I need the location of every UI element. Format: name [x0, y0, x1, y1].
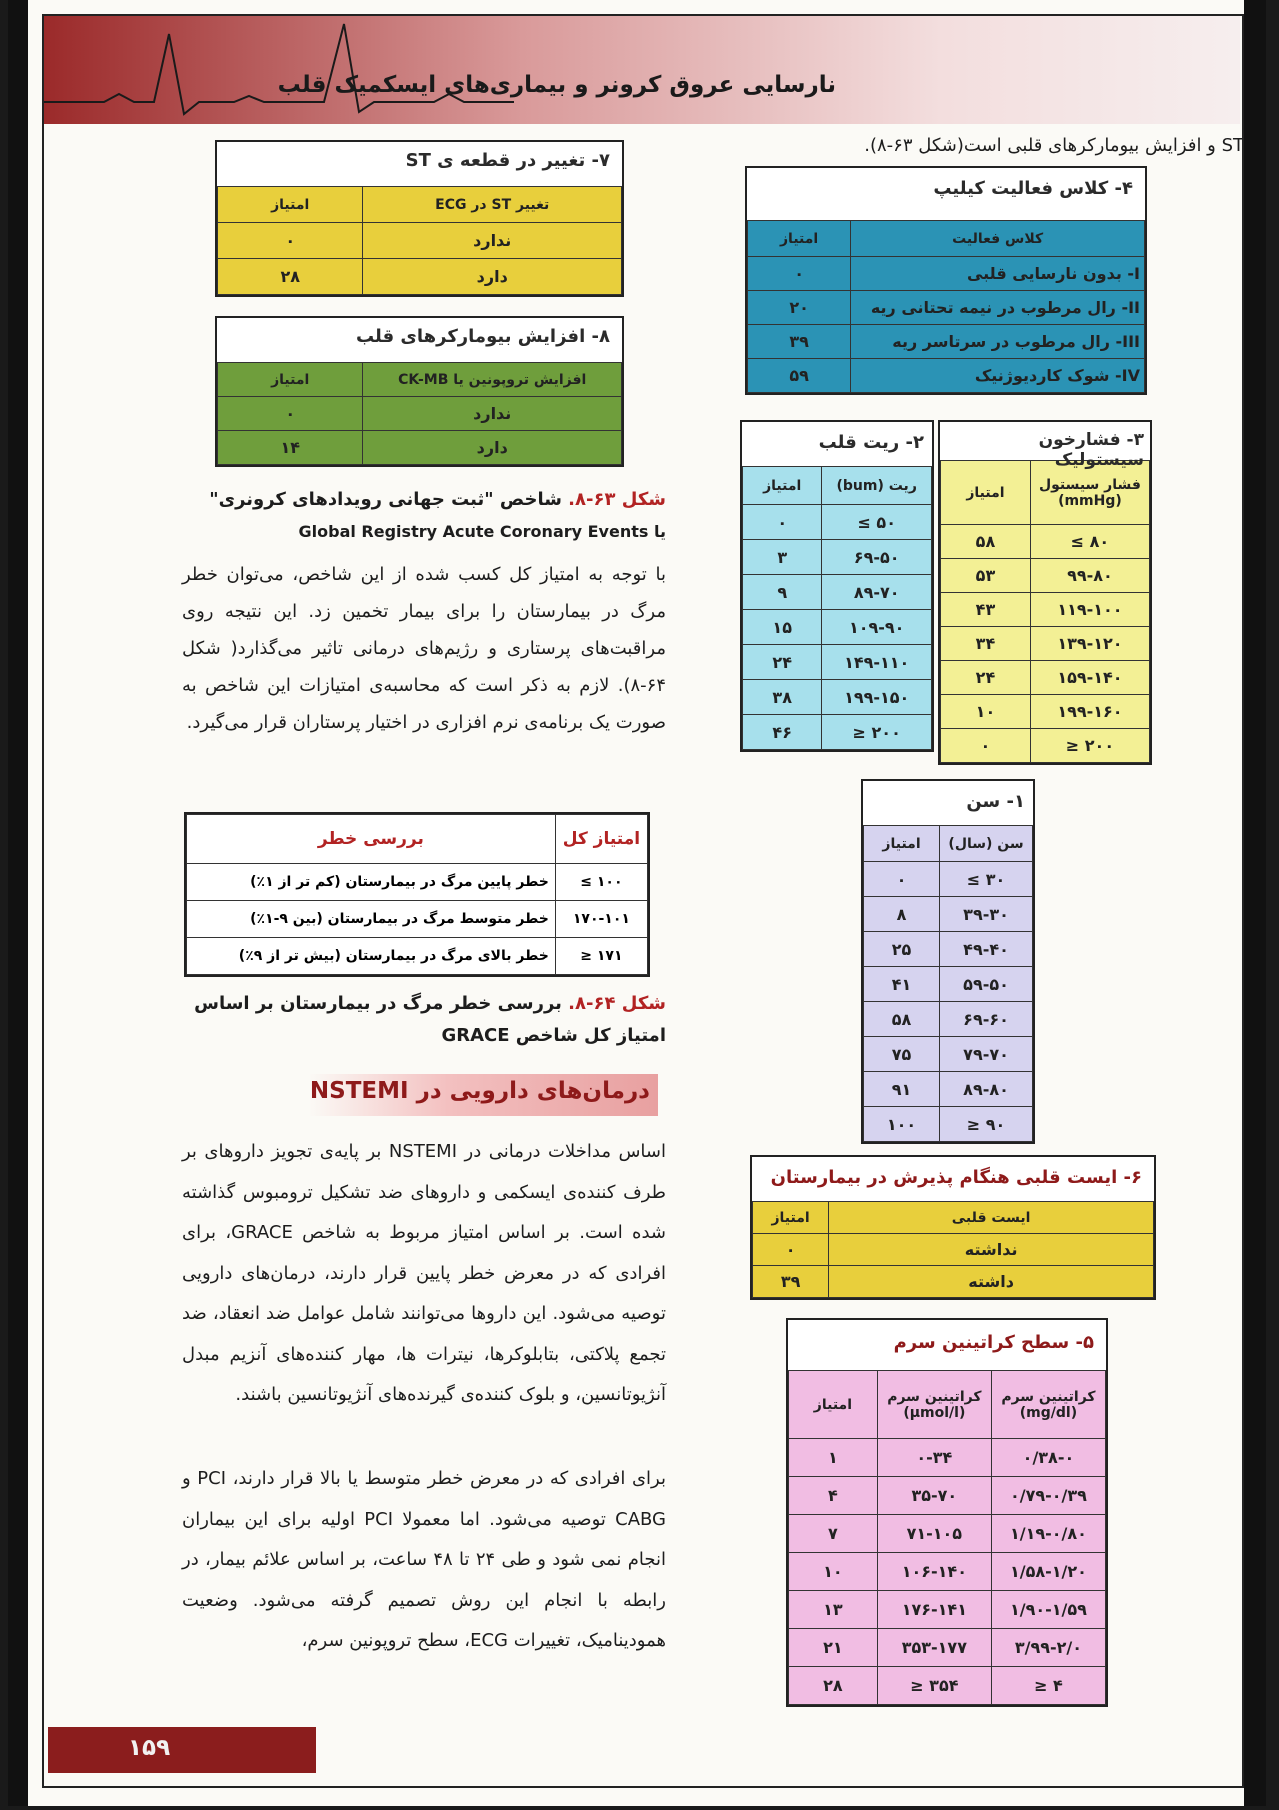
- heart-rate-header: ریت (bum): [822, 467, 932, 505]
- creatinine-header: کراتینین سرم (mg/dl): [991, 1371, 1105, 1439]
- killip-header: امتیاز: [748, 221, 851, 257]
- book-page: [8, 0, 1266, 1806]
- risk-header: بررسی خطر: [187, 815, 556, 864]
- creatinine-header: امتیاز: [789, 1371, 878, 1439]
- killip-cell: III- رال مرطوب در سرتاسر ریه: [851, 325, 1145, 359]
- age-score: ۷۵: [864, 1037, 940, 1072]
- creatinine-cell: ۱/۹۰-۱/۵۹: [991, 1591, 1105, 1629]
- st-change-caption: ۷- تغییر در قطعه ی ST: [405, 150, 610, 171]
- sbp-score: ۴۳: [941, 593, 1031, 627]
- sbp-score: ۱۰: [941, 695, 1031, 729]
- page-number: ۱۵۹: [128, 1735, 171, 1761]
- sbp-header: امتیاز: [941, 461, 1031, 525]
- heart-rate-score: ۳۸: [743, 680, 822, 715]
- creatinine-score: ۷: [789, 1515, 878, 1553]
- figure-64-subtitle: امتیاز کل شاخص GRACE: [441, 1025, 666, 1046]
- st-change-score: ۲۸: [218, 259, 363, 295]
- creatinine-cell: ۰/۷۹-۰/۳۹: [991, 1477, 1105, 1515]
- heart-rate-header: امتیاز: [743, 467, 822, 505]
- sbp-score: ۳۴: [941, 627, 1031, 661]
- scan-border-left: [8, 0, 28, 1806]
- age-cell: ۹۰ ≤: [940, 1107, 1033, 1142]
- heart-rate-score: ۲۴: [743, 645, 822, 680]
- heart-rate-cell: ۸۹-۷۰: [822, 575, 932, 610]
- heart-rate-score: ۱۵: [743, 610, 822, 645]
- biomarkers-score: ۱۴: [218, 431, 363, 465]
- age-cell: ۶۹-۶۰: [940, 1002, 1033, 1037]
- risk-description: خطر پایین مرگ در بیمارستان (کم تر از ۱٪): [187, 864, 556, 901]
- creatinine-cell: ۰-۳۴: [877, 1439, 991, 1477]
- heart-rate-cell: ۱۰۹-۹۰: [822, 610, 932, 645]
- creatinine-score: ۱۳: [789, 1591, 878, 1629]
- sbp-cell: ۱۹۹-۱۶۰: [1030, 695, 1149, 729]
- sbp-score: ۰: [941, 729, 1031, 763]
- risk-header: امتیاز کل: [555, 815, 647, 864]
- sbp-score: ۵۳: [941, 559, 1031, 593]
- biomarkers-cell: دارد: [363, 431, 622, 465]
- sbp-cell: ۱۳۹-۱۲۰: [1030, 627, 1149, 661]
- creatinine-cell: ۱/۱۹-۰/۸۰: [991, 1515, 1105, 1553]
- page-frame: [42, 14, 1244, 1788]
- creatinine-cell: ۰/۳۸-۰: [991, 1439, 1105, 1477]
- heart-rate-score: ۹: [743, 575, 822, 610]
- biomarkers-header: افزایش تروپونین یا CK-MB: [363, 363, 622, 397]
- creatinine-score: ۲۱: [789, 1629, 878, 1667]
- risk-score: ۱۰۰ ≥: [555, 864, 647, 901]
- risk-description: خطر بالای مرگ در بیمارستان (بیش تر از ۹٪): [187, 938, 556, 975]
- age-cell: ۵۹-۵۰: [940, 967, 1033, 1002]
- risk-description: خطر متوسط مرگ در بیمارستان (بین ۹-۱٪): [187, 901, 556, 938]
- creatinine-score: ۱: [789, 1439, 878, 1477]
- scan-border-right: [1244, 0, 1266, 1806]
- sbp-cell: ۲۰۰ ≤: [1030, 729, 1149, 763]
- creatinine-cell: ۳۵۴ ≤: [877, 1667, 991, 1705]
- heart-rate-score: ۳: [743, 540, 822, 575]
- creatinine-cell: ۱/۵۸-۱/۲۰: [991, 1553, 1105, 1591]
- heart-rate-cell: ۱۴۹-۱۱۰: [822, 645, 932, 680]
- st-change-cell: دارد: [363, 259, 622, 295]
- sbp-cell: ۸۰ ≥: [1030, 525, 1149, 559]
- sbp-cell: ۱۱۹-۱۰۰: [1030, 593, 1149, 627]
- risk-score: ۱۷۰-۱۰۱: [555, 901, 647, 938]
- age-score: ۹۱: [864, 1072, 940, 1107]
- heart-rate-cell: ۶۹-۵۰: [822, 540, 932, 575]
- paragraph-3: برای افرادی که در معرض خطر متوسط یا بالا قرار دارند، PCI و CABG توصیه می‌شود. اما معمولا PCI اولیه برای این بیماران انجام نمی شود و طی ۲۴ تا ۴۸ ساعت، بر اساس علائم بیمار، در رابطه با انجام این روش تصمیم گرفته می‌شود. وضعیت همودینامیک، تغییرات ECG، سطح تروپونین سرم،: [182, 1468, 666, 1651]
- figure-63-label: شکل ۶۳-۸.: [568, 489, 666, 510]
- cardiac-arrest-score: ۰: [753, 1234, 829, 1266]
- age-score: ۴۱: [864, 967, 940, 1002]
- cardiac-arrest-cell: داشته: [829, 1266, 1154, 1298]
- heart-rate-cell: ۱۹۹-۱۵۰: [822, 680, 932, 715]
- killip-cell: IV- شوک کاردیوژنیک: [851, 359, 1145, 393]
- st-change-header: تغییر ST در ECG: [363, 187, 622, 223]
- footer-bar: [48, 1727, 316, 1773]
- paragraph-2: اساس مداخلات درمانی در NSTEMI بر پایه‌ی تجویز داروهای بر طرف کننده‌ی ایسکمی و داروهای ضد تشکیل ترومبوس گذاشته شده است. بر اساس امتیاز مربوط به شاخص GRACE، برای افرادی که در معرض خطر پایین قرار دارند، درمان‌های دارویی توصیه می‌شود. این داروها می‌توانند شامل عوامل ضد انعقاد، ضد تجمع پلاکتی، بتابلوکرها، نیترات ها، مهار کننده‌های آنزیم مبدل آنژیوتانسین، و بلوک کننده‌ی گیرنده‌های آنژیوتانسین باشند.: [182, 1141, 667, 1405]
- st-change-score: ۰: [218, 223, 363, 259]
- section-title: درمان‌های دارویی در NSTEMI: [309, 1078, 650, 1104]
- cardiac-arrest-score: ۳۹: [753, 1266, 829, 1298]
- figure-63-subtitle: یا Global Registry Acute Coronary Events: [298, 522, 666, 541]
- heart-rate-cell: ۲۰۰ ≤: [822, 715, 932, 750]
- killip-score: ۰: [748, 257, 851, 291]
- age-score: ۱۰۰: [864, 1107, 940, 1142]
- killip-cell: I- بدون نارسایی قلبی: [851, 257, 1145, 291]
- paragraph-1: با توجه به امتیاز کل کسب شده از این شاخص، می‌توان خطر مرگ در بیمارستان را برای بیمار تخمین زد. این نتیجه روی مراقبت‌های پرستاری و رژیم‌های درمانی تاثیر می‌گذارد( شکل ۶۴-۸). لازم به ذکر است که محاسبه‌ی امتیازات این شاخص به صورت یک برنامه‌ی نرم افزاری در اختیار پرستاران قرار می‌گیرد.: [182, 564, 666, 733]
- figure-64-title: بررسی خطر مرگ در بیمارستان بر اساس: [194, 993, 569, 1014]
- biomarkers-header: امتیاز: [218, 363, 363, 397]
- cardiac-arrest-cell: نداشته: [829, 1234, 1154, 1266]
- sbp-cell: ۱۵۹-۱۴۰: [1030, 661, 1149, 695]
- st-change-header: امتیاز: [218, 187, 363, 223]
- sbp-cell: ۹۹-۸۰: [1030, 559, 1149, 593]
- cardiac-arrest-header: امتیاز: [753, 1202, 829, 1234]
- killip-cell: II- رال مرطوب در نیمه تحتانی ریه: [851, 291, 1145, 325]
- age-cell: ۸۹-۸۰: [940, 1072, 1033, 1107]
- creatinine-cell: ۷۱-۱۰۵: [877, 1515, 991, 1553]
- heart-rate-cell: ۵۰ ≥: [822, 505, 932, 540]
- sbp-score: ۲۴: [941, 661, 1031, 695]
- creatinine-cell: ۴ ≤: [991, 1667, 1105, 1705]
- creatinine-caption: ۵- سطح کراتینین سرم: [893, 1332, 1094, 1353]
- killip-header: کلاس فعالیت: [851, 221, 1145, 257]
- killip-score: ۵۹: [748, 359, 851, 393]
- age-header: سن (سال): [940, 826, 1033, 862]
- age-cell: ۷۹-۷۰: [940, 1037, 1033, 1072]
- st-change-cell: ندارد: [363, 223, 622, 259]
- creatinine-cell: ۳۵-۷۰: [877, 1477, 991, 1515]
- creatinine-score: ۲۸: [789, 1667, 878, 1705]
- age-header: امتیاز: [864, 826, 940, 862]
- cardiac-arrest-header: ایست قلبی: [829, 1202, 1154, 1234]
- age-cell: ۴۹-۴۰: [940, 932, 1033, 967]
- killip-score: ۳۹: [748, 325, 851, 359]
- heart-rate-score: ۰: [743, 505, 822, 540]
- figure-63-title: شاخص "ثبت جهانی رویدادهای کرونری": [209, 489, 569, 510]
- heart-rate-score: ۴۶: [743, 715, 822, 750]
- creatinine-cell: ۱۰۶-۱۴۰: [877, 1553, 991, 1591]
- creatinine-cell: ۳۵۳-۱۷۷: [877, 1629, 991, 1667]
- creatinine-score: ۴: [789, 1477, 878, 1515]
- chapter-title: نارسایی عروق کرونر و بیماری‌های ایسکمیک قلب: [277, 72, 836, 98]
- top-text-line: ST و افزایش بیومارکرهای قلبی است(شکل ۶۳-۸).: [864, 135, 1244, 156]
- age-score: ۵۸: [864, 1002, 940, 1037]
- killip-caption: ۴- کلاس فعالیت کیلیپ: [933, 178, 1133, 199]
- sbp-header: فشار سیستول (mmHg): [1030, 461, 1149, 525]
- age-cell: ۳۰ ≥: [940, 862, 1033, 897]
- age-caption: ۱- سن: [966, 791, 1025, 812]
- creatinine-cell: ۱۷۶-۱۴۱: [877, 1591, 991, 1629]
- biomarkers-cell: ندارد: [363, 397, 622, 431]
- creatinine-header: کراتینین سرم (µmol/l): [877, 1371, 991, 1439]
- age-score: ۸: [864, 897, 940, 932]
- age-score: ۲۵: [864, 932, 940, 967]
- risk-score: ۱۷۱ ≤: [555, 938, 647, 975]
- creatinine-cell: ۳/۹۹-۲/۰: [991, 1629, 1105, 1667]
- biomarkers-caption: ۸- افزایش بیومارکرهای قلب: [355, 326, 610, 347]
- sbp-caption: ۳- فشارخون سیستولیک: [1038, 430, 1144, 470]
- figure-64-label: شکل ۶۴-۸.: [568, 993, 666, 1014]
- cardiac-arrest-caption: ۶- ایست قلبی هنگام پذیرش در بیمارستان: [770, 1167, 1142, 1188]
- killip-score: ۲۰: [748, 291, 851, 325]
- heart-rate-caption: ۲- ریت قلب: [818, 432, 924, 453]
- creatinine-score: ۱۰: [789, 1553, 878, 1591]
- age-cell: ۳۹-۳۰: [940, 897, 1033, 932]
- biomarkers-score: ۰: [218, 397, 363, 431]
- sbp-score: ۵۸: [941, 525, 1031, 559]
- age-score: ۰: [864, 862, 940, 897]
